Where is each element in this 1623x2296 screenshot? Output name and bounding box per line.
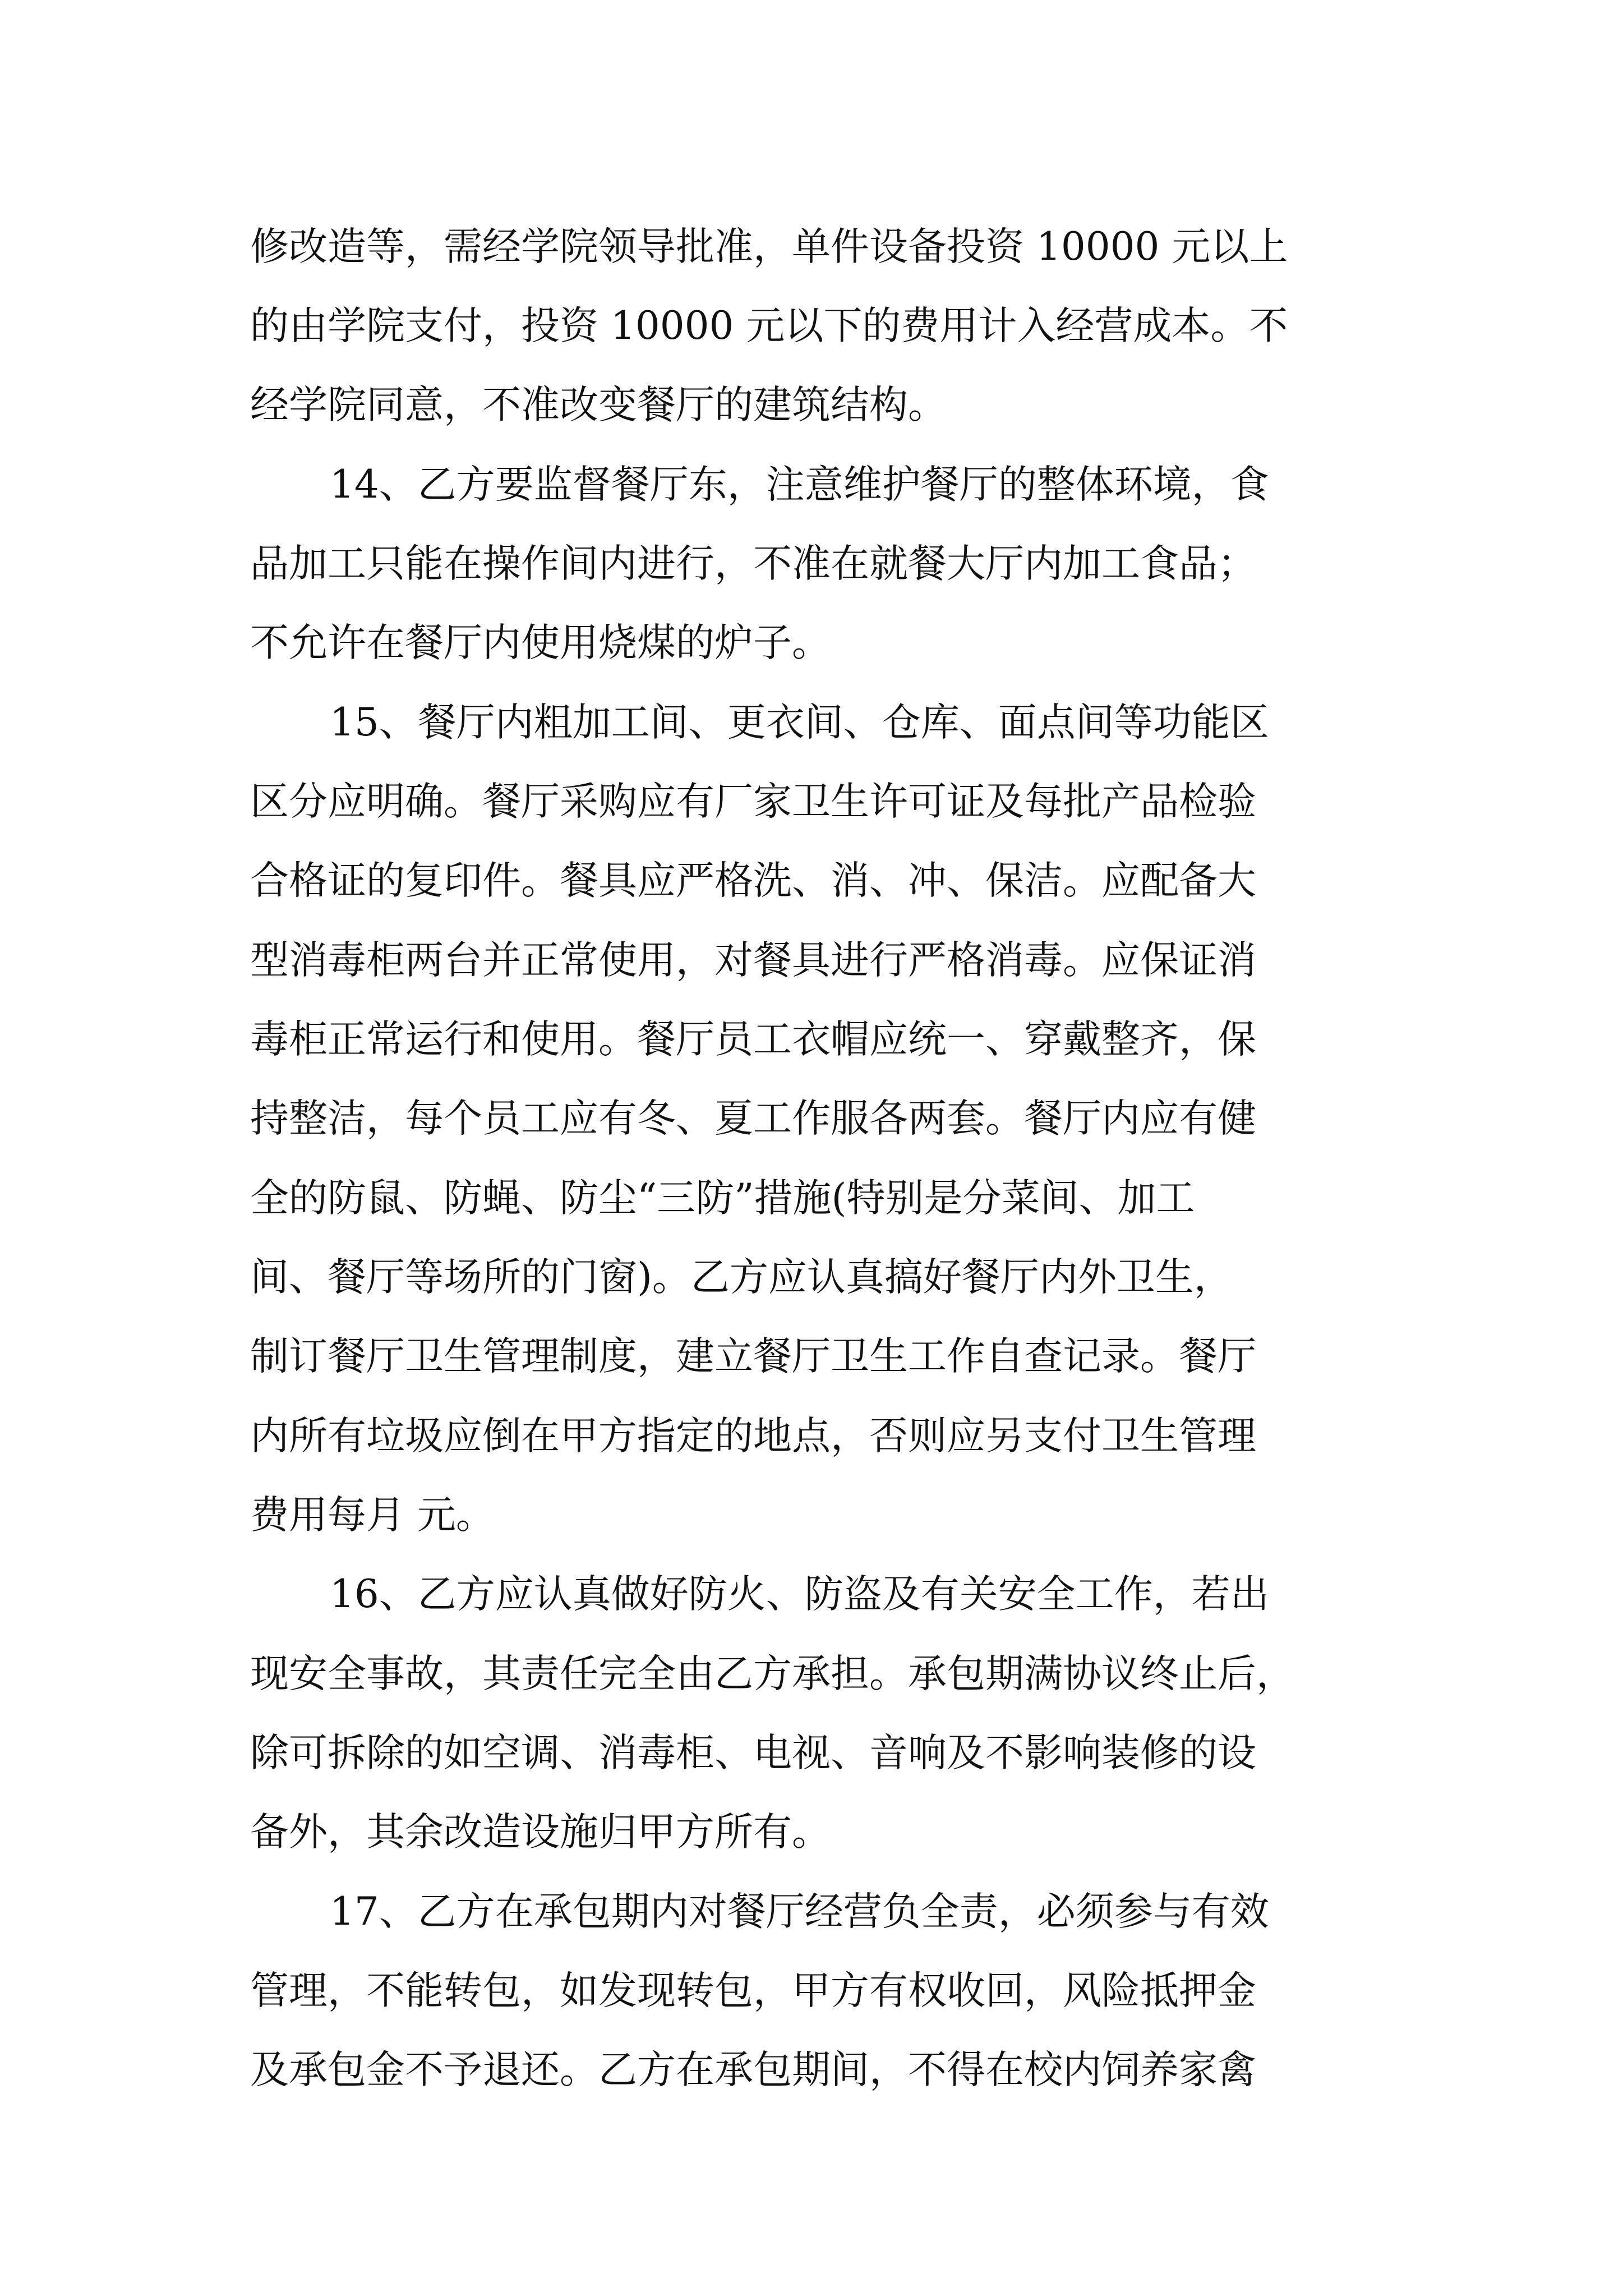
line-text: 间、餐厅等场所的门窗)。乙方应认真搞好餐厅内外卫生， bbox=[250, 1255, 1233, 1300]
text-line bbox=[0, 524, 1623, 603]
text-line bbox=[0, 1397, 1623, 1475]
text-line bbox=[0, 1635, 1623, 1713]
line-text: 费用每月 元。 bbox=[250, 1493, 495, 1538]
text-line bbox=[0, 366, 1623, 444]
line-text: 现安全事故，其责任完全由乙方承担。承包期满协议终止后， bbox=[250, 1651, 1295, 1696]
text-line bbox=[0, 921, 1623, 1000]
line-text: 备外，其余改造设施归甲方所有。 bbox=[250, 1810, 831, 1855]
line-text: 及承包金不予退还。乙方在承包期间，不得在校内饲养家禽 bbox=[250, 2047, 1256, 2092]
text-line bbox=[0, 1555, 1623, 1634]
line-text: 型消毒柜两台并正常使用，对餐具进行严格消毒。应保证消 bbox=[250, 938, 1256, 983]
line-text: 毒柜正常运行和使用。餐厅员工衣帽应统一、穿戴整齐，保 bbox=[250, 1017, 1256, 1062]
text-line bbox=[0, 841, 1623, 920]
text-line bbox=[0, 1079, 1623, 1158]
text-line bbox=[0, 1159, 1623, 1237]
text-line bbox=[0, 1714, 1623, 1792]
line-text: 不允许在餐厅内使用烧煤的炉子。 bbox=[250, 620, 831, 665]
line-text: 持整洁，每个员工应有冬、夏工作服各两套。餐厅内应有健 bbox=[250, 1096, 1256, 1141]
text-line bbox=[0, 1317, 1623, 1396]
text-line bbox=[0, 1793, 1623, 1871]
line-text: 合格证的复印件。餐具应严格洗、消、冲、保洁。应配备大 bbox=[250, 858, 1256, 903]
line-text: 14、乙方要监督餐厅东，注意维护餐厅的整体环境，食 bbox=[330, 462, 1269, 507]
text-line bbox=[0, 2031, 1623, 2109]
text-line bbox=[0, 1872, 1623, 1951]
line-text: 的由学院支付，投资 10000 元以下的费用计入经营成本。不 bbox=[250, 303, 1288, 348]
line-text: 区分应明确。餐厅采购应有厂家卫生许可证及每批产品检验 bbox=[250, 779, 1256, 824]
text-line bbox=[0, 445, 1623, 524]
text-line bbox=[0, 683, 1623, 762]
line-text: 管理，不能转包，如发现转包，甲方有权收回，风险抵押金 bbox=[250, 1968, 1256, 2013]
line-text: 15、餐厅内粗加工间、更衣间、仓库、面点间等功能区 bbox=[330, 700, 1269, 745]
text-line bbox=[0, 762, 1623, 841]
text-line bbox=[0, 1238, 1623, 1317]
line-text: 17、乙方在承包期内对餐厅经营负全责，必须参与有效 bbox=[330, 1889, 1269, 1934]
text-line bbox=[0, 1000, 1623, 1079]
text-line bbox=[0, 604, 1623, 682]
text-line bbox=[0, 1476, 1623, 1554]
text-line bbox=[0, 1952, 1623, 2030]
line-text: 制订餐厅卫生管理制度，建立餐厅卫生工作自查记录。餐厅 bbox=[250, 1334, 1256, 1379]
text-line bbox=[0, 287, 1623, 365]
line-text: 16、乙方应认真做好防火、防盗及有关安全工作，若出 bbox=[330, 1572, 1269, 1617]
line-text: 内所有垃圾应倒在甲方指定的地点，否则应另支付卫生管理 bbox=[250, 1414, 1256, 1458]
line-text: 修改造等，需经学院领导批准，单件设备投资 10000 元以上 bbox=[250, 224, 1288, 269]
line-text: 经学院同意，不准改变餐厅的建筑结构。 bbox=[250, 383, 947, 427]
line-text: 品加工只能在操作间内进行，不准在就餐大厅内加工食品； bbox=[250, 541, 1256, 586]
text-line bbox=[0, 208, 1623, 286]
line-text: 全的防鼠、防蝇、防尘“三防”措施(特别是分菜间、加工 bbox=[250, 1176, 1195, 1221]
line-text: 除可拆除的如空调、消毒柜、电视、音响及不影响装修的设 bbox=[250, 1731, 1256, 1775]
